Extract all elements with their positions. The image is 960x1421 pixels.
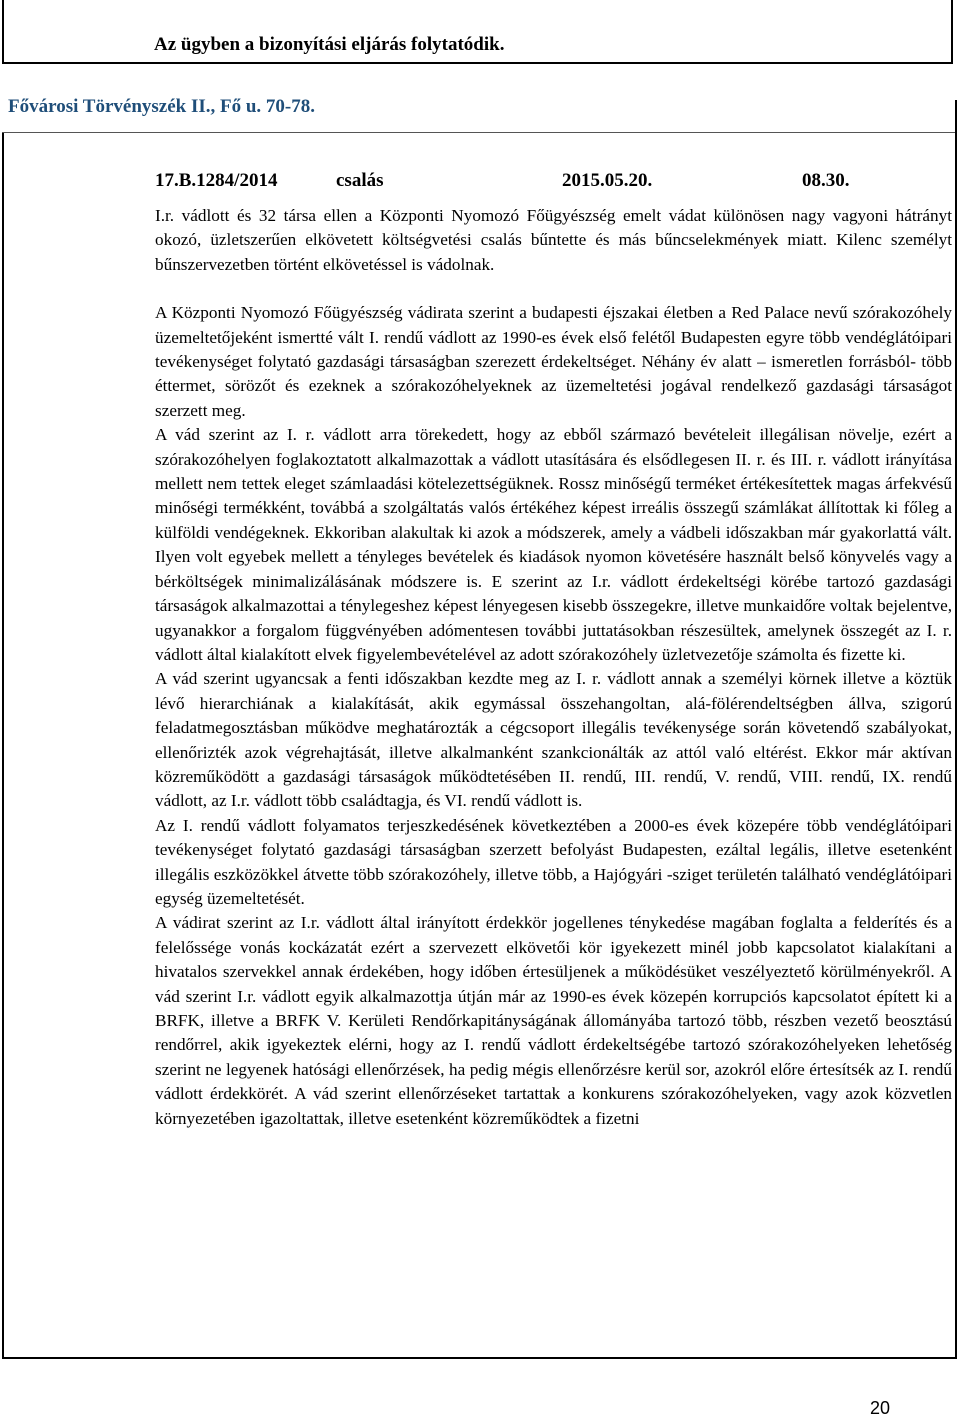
paragraph-expansion: Az I. rendű vádlott folyamatos terjeszkedésének következtében a 2000-es évek közepére több vendéglátóipari tevékenységet folytató gazdasági társaságban szerzett befolyást Budapesten, ezáltal legális, illetve esetenként illegális eszközökkel átvette több szórakozóhely, illetve több, a Hajógyári -sziget területén található vendéglátóipari egység üzemeltetését. [155, 815, 952, 908]
hearing-time: 08.30. [802, 170, 850, 191]
table-border-right-top [951, 0, 953, 63]
paragraph-billing-scheme: A vád szerint az I. r. vádlott arra törekedett, hogy az ebből származó bevételeit illegálisan növelje, ezért a szórakozóhelyen foglakoztatott alkalmazottak a vádlott utasítására és elsődlegesen II. r. és III. r. vádlott irányítása mellett nem tettek eleget számlaadási kötelezettségüknek. Rossz minőségű terméket értékesítettek magas árfekvésű minőségi termékként, továbbá a szolgáltatás valós értékéhez képest irreális összegű számlákat állítottak ki főleg a külföldi vendégeknek. Ekkoriban alakultak ki azok a módszerek, amely a vádbeli időszakban már gyakorlattá vált. Ilyen volt egyebek mellett a tényleges bevételek és kiadások nyomon követésére használt belső könyvelés vagy a bérköltségek minimalizálásának módszere is. E szerint az I.r. vádlott érdekeltségi körébe tartozó gazdasági társaságok alkalmazottai a ténylegeshez képest lényegesen kisebb összegekre, illetve munkaidőre voltak bejelentve, ugyanakkor a forgalom függvényében adómentesen további juttatásokban részesültek, amelynek összegét az I. r. vádlott által kialakított elvek figyelembevételével az adott szórakozóhely üzletvezetője számolta és fizette ki. [155, 425, 952, 664]
court-address: Fővárosi Törvényszék II., Fő u. 70-78. [8, 96, 315, 117]
paragraph-gap [155, 277, 952, 301]
table-border-left [2, 133, 4, 1359]
table-divider-middle [2, 132, 957, 133]
table-border-right [955, 100, 957, 1359]
paragraph-indictment: A Központi Nyomozó Főügyészség vádirata szerint a budapesti éjszakai életben a Red Palace nevű szórakozóhely üzemeltetőjeként ismertté vált I. rendű vádlott az 1990-es évek első felétől Budapesten egyre több vendéglátóipari tevékenységet folytató gazdasági társaságban szerezett érdekeltséget. Néhány év alatt – ismeretlen forrásból- több éttermet, sörözőt és ezeknek a szórakozóhelyeknek az üzemeltetési jogával rendelkező gazdasági társaságot szerzett meg. [155, 303, 952, 420]
paragraph-charges: I.r. vádlott és 32 társa ellen a Központi Nyomozó Főügyészség emelt vádat különösen nagy vagyoni hátrányt okozó, üzletszerűen elkövetett költségvetési csalás bűntette és más bűncselekmények miatt. Kilenc személyt bűnszervezetben történt elkövetéssel is vádolnak. [155, 206, 952, 274]
case-type: csalás [336, 170, 384, 191]
case-summary [155, 204, 952, 1131]
table-divider-top [2, 62, 953, 64]
case-number: 17.B.1284/2014 [155, 170, 278, 191]
table-border-left-top [2, 0, 4, 63]
hearing-date: 2015.05.20. [562, 170, 653, 191]
proceeding-status: Az ügyben a bizonyítási eljárás folytatódik. [154, 34, 505, 55]
paragraph-hierarchy: A vád szerint ugyancsak a fenti időszakban kezdte meg az I. r. vádlott annak a személyi körnek illetve a köztük lévő hierarchiának a kialakítását, akik egymással összehangoltan, alá-fölérendeltségben állva, szigorú feladatmegosztásban működve meghatározták a cégcsoport illegális tevékenysége során követendő szabályokat, ellenőrizték azok végrehajtását, illetve alkalmanként szankcionálták az attól való eltérést. Ekkor már aktívan közreműködött a gazdasági társaságok működtetésében II. rendű, III. rendű, V. rendű, VIII. rendű, IX. rendű vádlott, az I.r. vádlott több családtagja, és VI. rendű vádlott is. [155, 669, 952, 811]
table-border-bottom [2, 1357, 957, 1359]
paragraph-corruption: A vádirat szerint az I.r. vádlott által irányított érdekkör jogellenes ténykedése magában foglalta a felderítés és a felelőssége vonás kockázatát ezért a szervezett elkövetői kör igyekezett minél jobb kapcsolatot kialakítani a hivatalos szervekkel annak érdekében, hogy időben értesüljenek a működésüket veszélyeztető körülményekről. A vád szerint I.r. vádlott egyik alkalmazottja útján már az 1990-es évek közepén korrupciós kapcsolatot épített ki a BRFK, illetve a BRFK V. Kerületi Rendőrkapitányságának állományába tartozó több, részben vezető beosztású rendőrrel, akik igyekeztek elérni, hogy az I. rendű vádlott érdekeltségébe tartozó szórakozóhelyeken lehetőség szerint ne legyenek hatósági ellenőrzések, ha pedig mégis ellenőrzésre kerül sor, azokról előre értesítsék az I. rendű vádlott érdekkörét. A vád szerint ellenőrzéseket tartattak a konkurens szórakozóhelyeken, vagy azok közvetlen környezetében igazoltattak, illetve esetenként közreműködtek a fizetni [155, 913, 952, 1128]
page-number: 20 [870, 1398, 891, 1418]
